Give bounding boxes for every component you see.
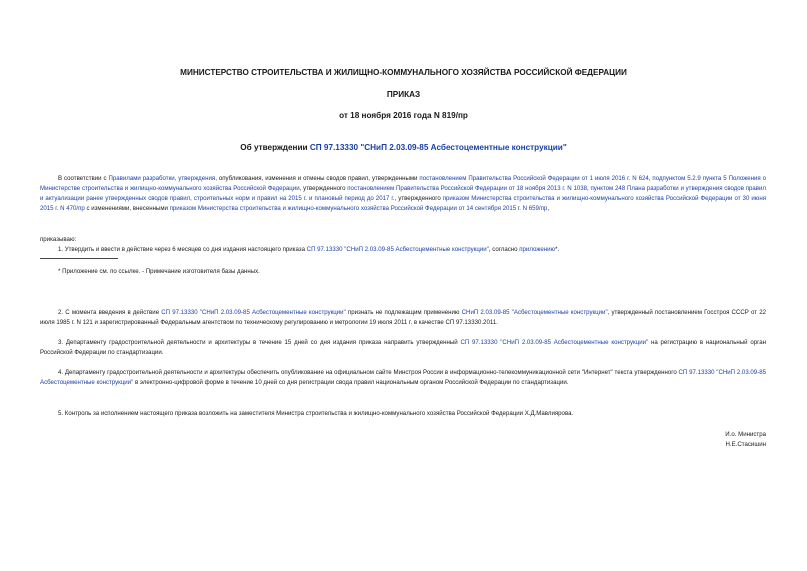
sp-link[interactable]: СП 97.13330 "СНиП 2.03.09-85 Асбестоцементные конструкции" (460, 339, 649, 346)
document-title (0, 143, 807, 152)
preamble-text: , опубликования, изменения и отмены сводов правил, утвержденными (215, 175, 420, 182)
item-text: в электронно-цифровой форме в течение 10 дней со дня регистрации свода правил национальным органом Российской Федерации по стандартизации. (133, 379, 569, 386)
item-text: , согласно (488, 246, 520, 253)
item-text: признать не подлежащим применению (345, 309, 462, 316)
preamble-link[interactable]: приказом Министерства строительства и жилищно-коммунального хозяйства Российской Федерации от 14 сентября 2015 г. N 659/пр (169, 205, 548, 212)
item-4 (40, 368, 766, 388)
preamble-link[interactable]: Правилами разработки, утверждения (108, 175, 216, 182)
preamble-text: , (587, 185, 591, 192)
signatory-position: И.о. Министра (725, 431, 766, 438)
item-5: 5. Контроль за исполнением настоящего приказа возложить на заместителя Министра строительства и жилищно-коммунального хозяйства Российской Федерации Х.Д.Мавлиярова. (58, 410, 574, 417)
preamble-link[interactable]: подпунктом 5.2.9 пункта 5 Положения о Министерстве строительства и жилищно-коммунального хозяйства Российской Федерации (40, 175, 767, 192)
preamble-text: , (648, 175, 653, 182)
title-link[interactable]: СП 97.13330 "СНиП 2.03.09-85 Асбестоцементные конструкции" (309, 143, 567, 152)
item-text: *. (555, 246, 560, 253)
title-prefix: Об утверждении (240, 143, 310, 152)
sp-link[interactable]: СП 97.13330 "СНиП 2.03.09-85 Асбестоцементные конструкции" (161, 309, 346, 316)
sp-link[interactable]: СП 97.13330 "СНиП 2.03.09-85 Асбестоцементные конструкции" (306, 246, 489, 253)
preamble-text: , утвержденного (394, 195, 443, 202)
item-1 (40, 245, 766, 255)
item-3 (40, 338, 766, 358)
preamble-text: , (547, 205, 550, 212)
item-text: 4. Департаменту градостроительной деятельности и архитектуры обеспечить опубликование на официальном сайте Минстроя России в информационно-телекоммуникационной сети "Интернет" текста утвержденного (58, 369, 679, 376)
snip-link[interactable]: СНиП 2.03.09-85 "Асбестоцементные конструкции" (461, 309, 608, 316)
date-number: от 18 ноября 2016 года N 819/пр (339, 111, 468, 120)
item-text: , утвержденный постановлением Госстроя СССР от 22 июля 1985 г. N 121 и зарегистрированный Федеральным агентством по техническому регулированию и метрологии 19 июля 2011 г. в качестве СП 97.13330.2011. (40, 309, 766, 326)
preamble-link[interactable]: постановлением Правительства Российской Федерации от 1 июля 2016 г. N 624 (419, 175, 649, 182)
preamble-text: В соответствии с (58, 175, 109, 182)
footnote-divider (40, 258, 118, 259)
ministry-heading: МИНИСТЕРСТВО СТРОИТЕЛЬСТВА И ЖИЛИЩНО-КОММУНАЛЬНОГО ХОЗЯЙСТВА РОССИЙСКОЙ ФЕДЕРАЦИИ (180, 68, 627, 77)
preamble-text: с изменениями, внесенными (84, 205, 170, 212)
preamble-link[interactable]: пунктом 248 Плана разработки и утверждения сводов правил и актуализации ранее утвержденных сводов правил, строительных норм и правил на 2015 г. и плановый период до 2017 г. (40, 185, 766, 202)
preamble-text: , утвержденного (299, 185, 348, 192)
footnote: * Приложение см. по ссылке. - Примечание изготовителя базы данных. (58, 268, 260, 275)
signatory-name: Н.Е.Стасишин (725, 441, 766, 448)
appendix-link[interactable]: приложению (519, 246, 556, 253)
item-2 (40, 308, 766, 328)
preamble-link[interactable]: постановлением Правительства Российской Федерации от 18 ноября 2013 г. N 1038 (347, 185, 588, 192)
item-text: 2. С момента введения в действие (58, 309, 162, 316)
doc-type-heading: ПРИКАЗ (386, 90, 421, 99)
preamble-paragraph (40, 174, 766, 214)
sp-link[interactable]: СП 97.13330 "СНиП 2.03.09-85 Асбестоцементные конструкции" (40, 369, 766, 386)
item-text: 3. Департаменту градостроительной деятельности и архитектуры в течение 15 дней со дня издания приказа направить утвержденный (58, 339, 461, 346)
preamble-link[interactable]: приказом Министерства строительства и жилищно-коммунального хозяйства Российской Федерации от 30 июня 2015 г. N 470/пр (40, 195, 766, 212)
item-text: на регистрацию в национальный орган Российской Федерации по стандартизации. (40, 339, 766, 356)
order-word: приказываю: (40, 236, 77, 243)
item-text: 1. Утвердить и ввести в действие через 6 месяцев со дня издания настоящего приказа (58, 246, 307, 253)
